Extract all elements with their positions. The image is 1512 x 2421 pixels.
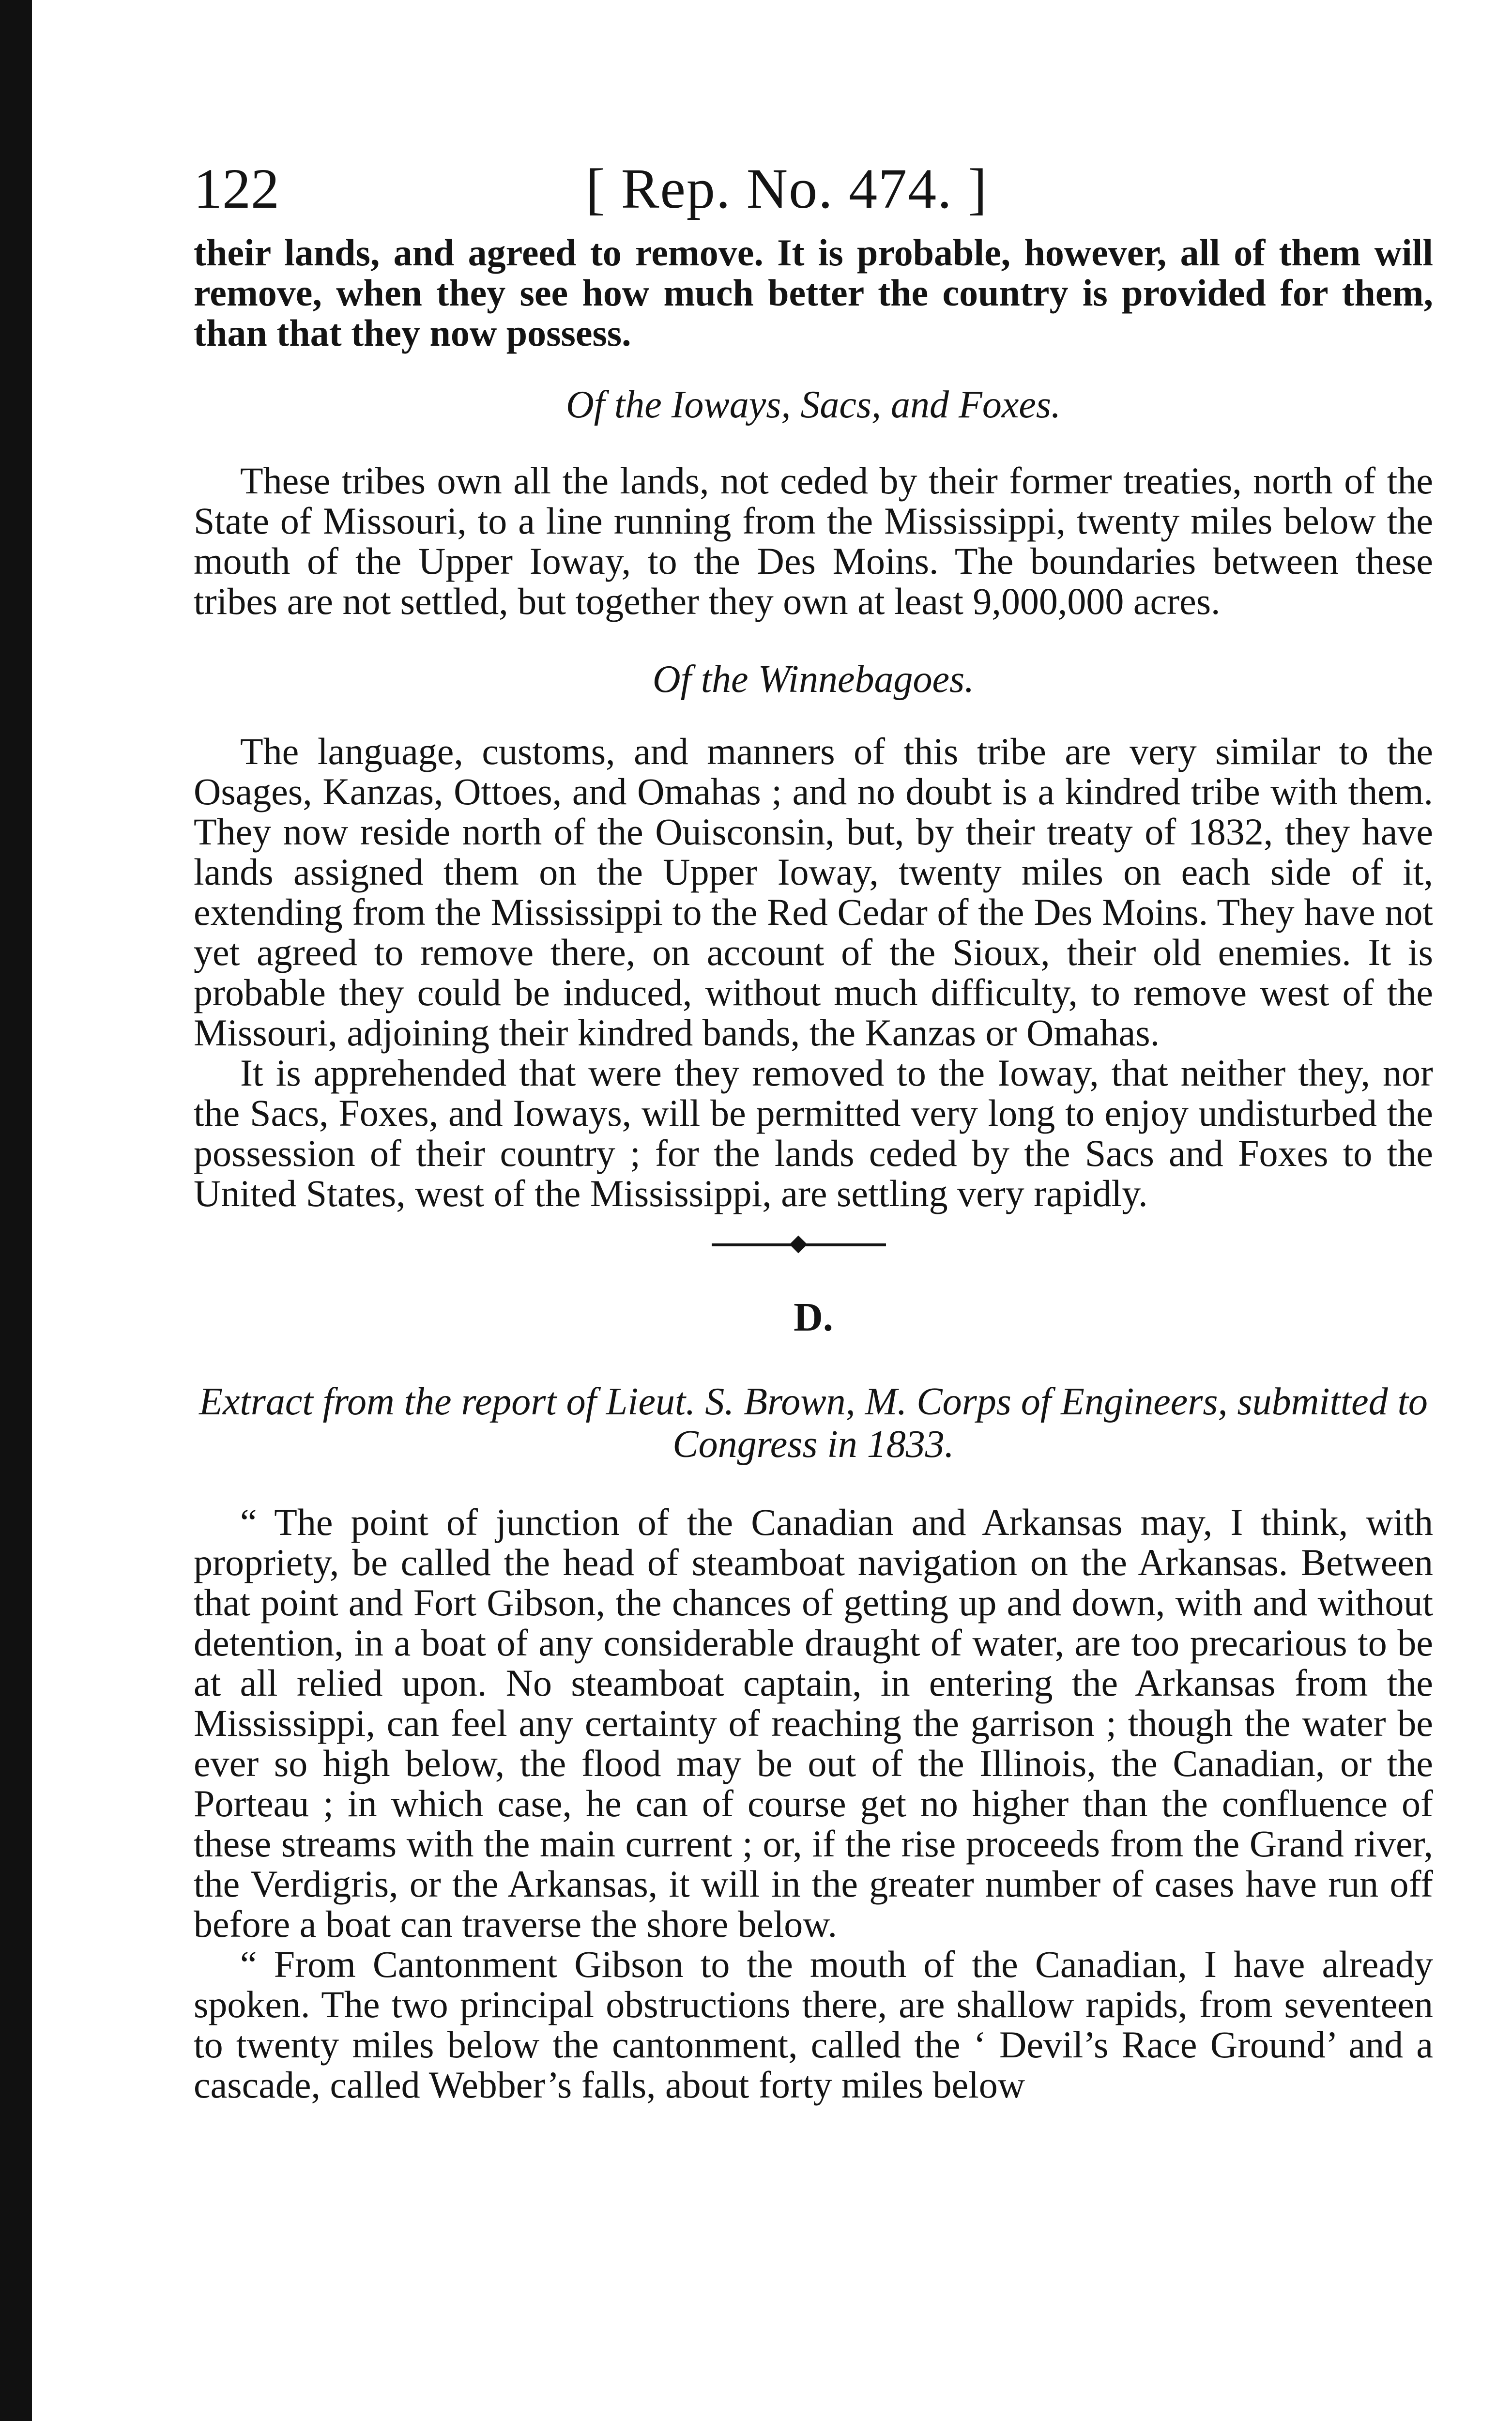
diamond-ornament-icon: [790, 1236, 808, 1254]
winnebagoes-paragraph-1: The language, customs, and manners of this tribe are very similar to the Osages, Kanzas, Ottoes, and Omahas ; and no doubt is a kindred tribe with them. They now reside north of the Ouisconsin, but, by their treaty of 1832, they have lands assigned them on the Upper Ioway, twenty miles on each side of it, extending from the Mississippi to the Red Cedar of the Des Moins. They have not yet agreed to remove there, on account of the Sioux, their old enemies. It is probable they could be induced, without much difficulty, to remove west of the Missouri, adjoining their kindred bands, the Kanzas or Omahas.: [194, 730, 1433, 1054]
ioways-paragraph: These tribes own all the lands, not ceded by their former treaties, north of the State of Missouri, to a line running from the Mississippi, twenty miles below the mouth of the Upper Ioway, to the Des Moins. The boundaries between these tribes are not settled, but together they own at least 9,000,000 acres.: [194, 460, 1433, 622]
extract-paragraph-2: “ From Cantonment Gibson to the mouth of the Canadian, I have already spoken. The two principal obstructions there, are shallow rapids, from seventeen to twenty miles below the cantonment, called the ‘ Devil’s Race Ground’ and a cascade, called Webber’s falls, about forty miles below: [194, 1943, 1433, 2106]
section-heading-winnebagoes: Of the Winnebagoes.: [652, 658, 975, 701]
winnebagoes-paragraph-2: It is apprehended that were they removed to the Ioway, that neither they, nor the Sacs, Foxes, and Ioways, will be permitted very long to enjoy undisturbed the possession of their country ; for the lands ceded by the Sacs and Foxes to the United States, west of the Mississippi, are settling very rapidly.: [194, 1052, 1433, 1214]
appendix-letter: D.: [794, 1295, 833, 1340]
extract-paragraph-1: “ The point of junction of the Canadian and Arkansas may, I think, with propriety, be called the head of steamboat navigation on the Arkansas. Between that point and Fort Gibson, the chances of getting up and down, with and without detention, in a boat of any considerable draught of water, are too precarious to be at all relied upon. No steamboat captain, in entering the Arkansas from the Mississippi, can feel any certainty of reaching the garrison ; though the water be ever so high below, the flood may be out of the Illinois, the Canadian, or the Porteau ; in which case, he can of course get no higher than the confluence of these streams with the main current ; or, if the rise proceeds from the Grand river, the Verdigris, or the Arkansas, it will in the greater number of cases have run off before a boat can traverse the shore below.: [194, 1501, 1433, 1945]
report-reference: [ Rep. No. 474. ]: [586, 157, 988, 220]
continuation-paragraph: their lands, and agreed to remove. It is probable, however, all of them will remove, when they see how much better the country is provided for them, than that they now possess.: [194, 231, 1433, 354]
extract-heading: Extract from the report of Lieut. S. Brown, M. Corps of Engineers, submitted to Congress in 1833.: [199, 1380, 1428, 1466]
running-head: [194, 145, 1433, 232]
section-heading-ioways: Of the Ioways, Sacs, and Foxes.: [565, 383, 1061, 426]
book-spine-shadow: [0, 0, 32, 2421]
section-divider-ornament: [194, 1235, 1433, 1255]
page-number: 122: [194, 157, 279, 220]
document-page: [194, 145, 1433, 2105]
